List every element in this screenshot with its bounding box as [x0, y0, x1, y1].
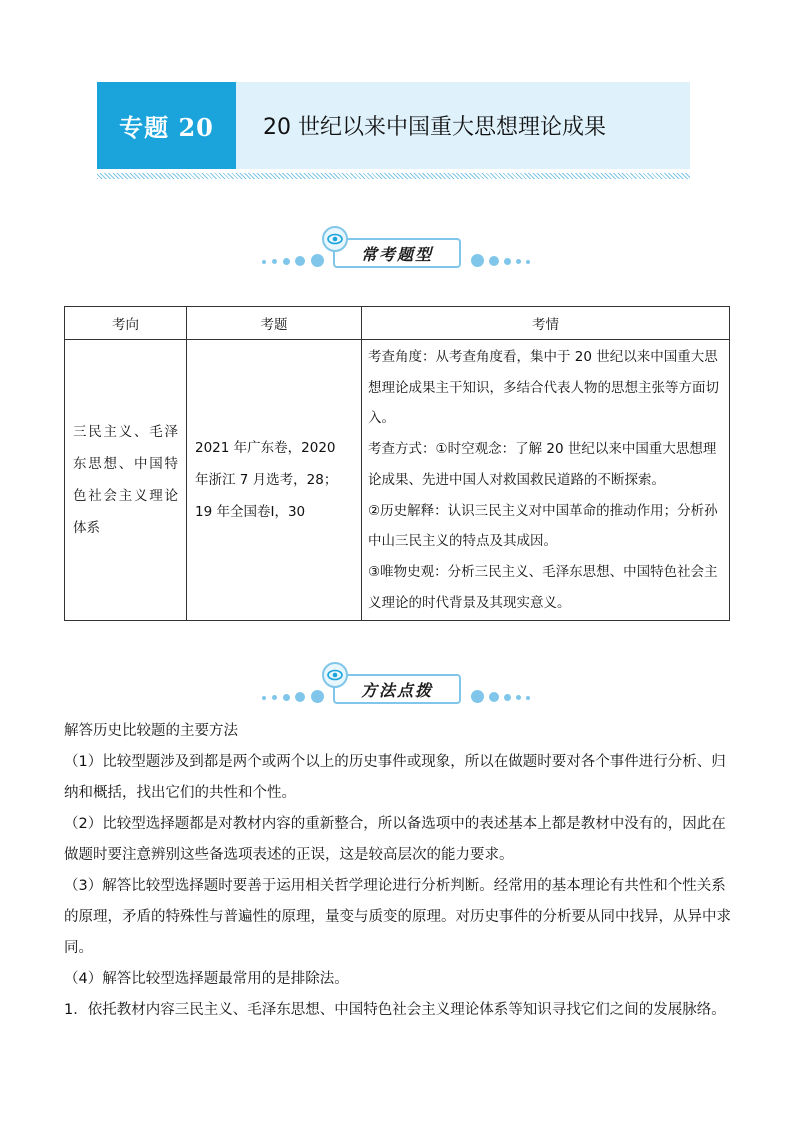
table-row	[65, 340, 730, 621]
section-header-common-types	[0, 226, 794, 274]
eye-icon	[322, 662, 348, 688]
section-title-box	[333, 238, 461, 268]
topic-number-label: 专题 20	[97, 82, 236, 169]
column-header: 考题	[187, 307, 362, 340]
direction-cell: 三民主义、毛泽东思想、中国特色社会主义理论体系	[65, 340, 187, 621]
section-title: 常考题型	[360, 244, 433, 264]
section-title: 方法点拨	[360, 680, 433, 700]
body-paragraph: （3）解答比较型选择题时要善于运用相关哲学理论进行分析判断。经常用的基本理论有共性和个性关系的原理，矛盾的特殊性与普遍性的原理，量变与质变的原理。对历史事件的分析要从同中找异，从异中求同。	[64, 878, 731, 956]
table-header-row	[65, 307, 730, 340]
method-content	[64, 716, 732, 1026]
banner-divider	[97, 173, 690, 179]
questions-cell: 2021 年广东卷，2020 年浙江 7 月选考，28；19 年全国卷Ⅰ，30	[187, 340, 362, 621]
body-paragraph: （2）比较型选择题都是对教材内容的重新整合，所以备选项中的表述基本上都是教材中没有的，因此在做题时要注意辨别这些备选项表述的正误，这是较高层次的能力要求。	[64, 816, 726, 863]
situation-line: 考查方式：①时空观念：了解 20 世纪以来中国重大思想理论成果、先进中国人对救国救民道路的不断探索。	[368, 441, 717, 488]
section-header-methods	[0, 662, 794, 710]
column-header: 考向	[65, 307, 187, 340]
situation-line: 考查角度：从考查角度看，集中于 20 世纪以来中国重大思想理论成果主干知识，多结合代表人物的思想主张等方面切入。	[368, 349, 719, 427]
situation-line: ③唯物史观：分析三民主义、毛泽东思想、中国特色社会主义理论的时代背景及其现实意义。	[368, 563, 718, 611]
column-header: 考情	[362, 307, 730, 340]
page-title: 20 世纪以来中国重大思想理论成果	[263, 115, 606, 140]
eye-icon	[322, 226, 348, 252]
situation-line: ②历史解释：认识三民主义对中国革命的推动作用；分析孙中山三民主义的特点及其成因。	[368, 502, 718, 550]
body-paragraph: （4）解答比较型选择题最常用的是排除法。	[64, 971, 349, 987]
body-paragraph: （1）比较型题涉及到都是两个或两个以上的历史事件或现象，所以在做题时要对各个事件进行分析、归纳和概括，找出它们的共性和个性。	[64, 754, 726, 801]
situation-cell	[362, 340, 730, 621]
topic-banner	[97, 82, 690, 169]
section-title-box	[333, 674, 461, 704]
body-heading: 解答历史比较题的主要方法	[64, 723, 238, 739]
body-paragraph: 1．依托教材内容三民主义、毛泽东思想、中国特色社会主义理论体系等知识寻找它们之间的发展脉络。	[64, 1002, 726, 1018]
exam-analysis-table	[64, 306, 730, 621]
